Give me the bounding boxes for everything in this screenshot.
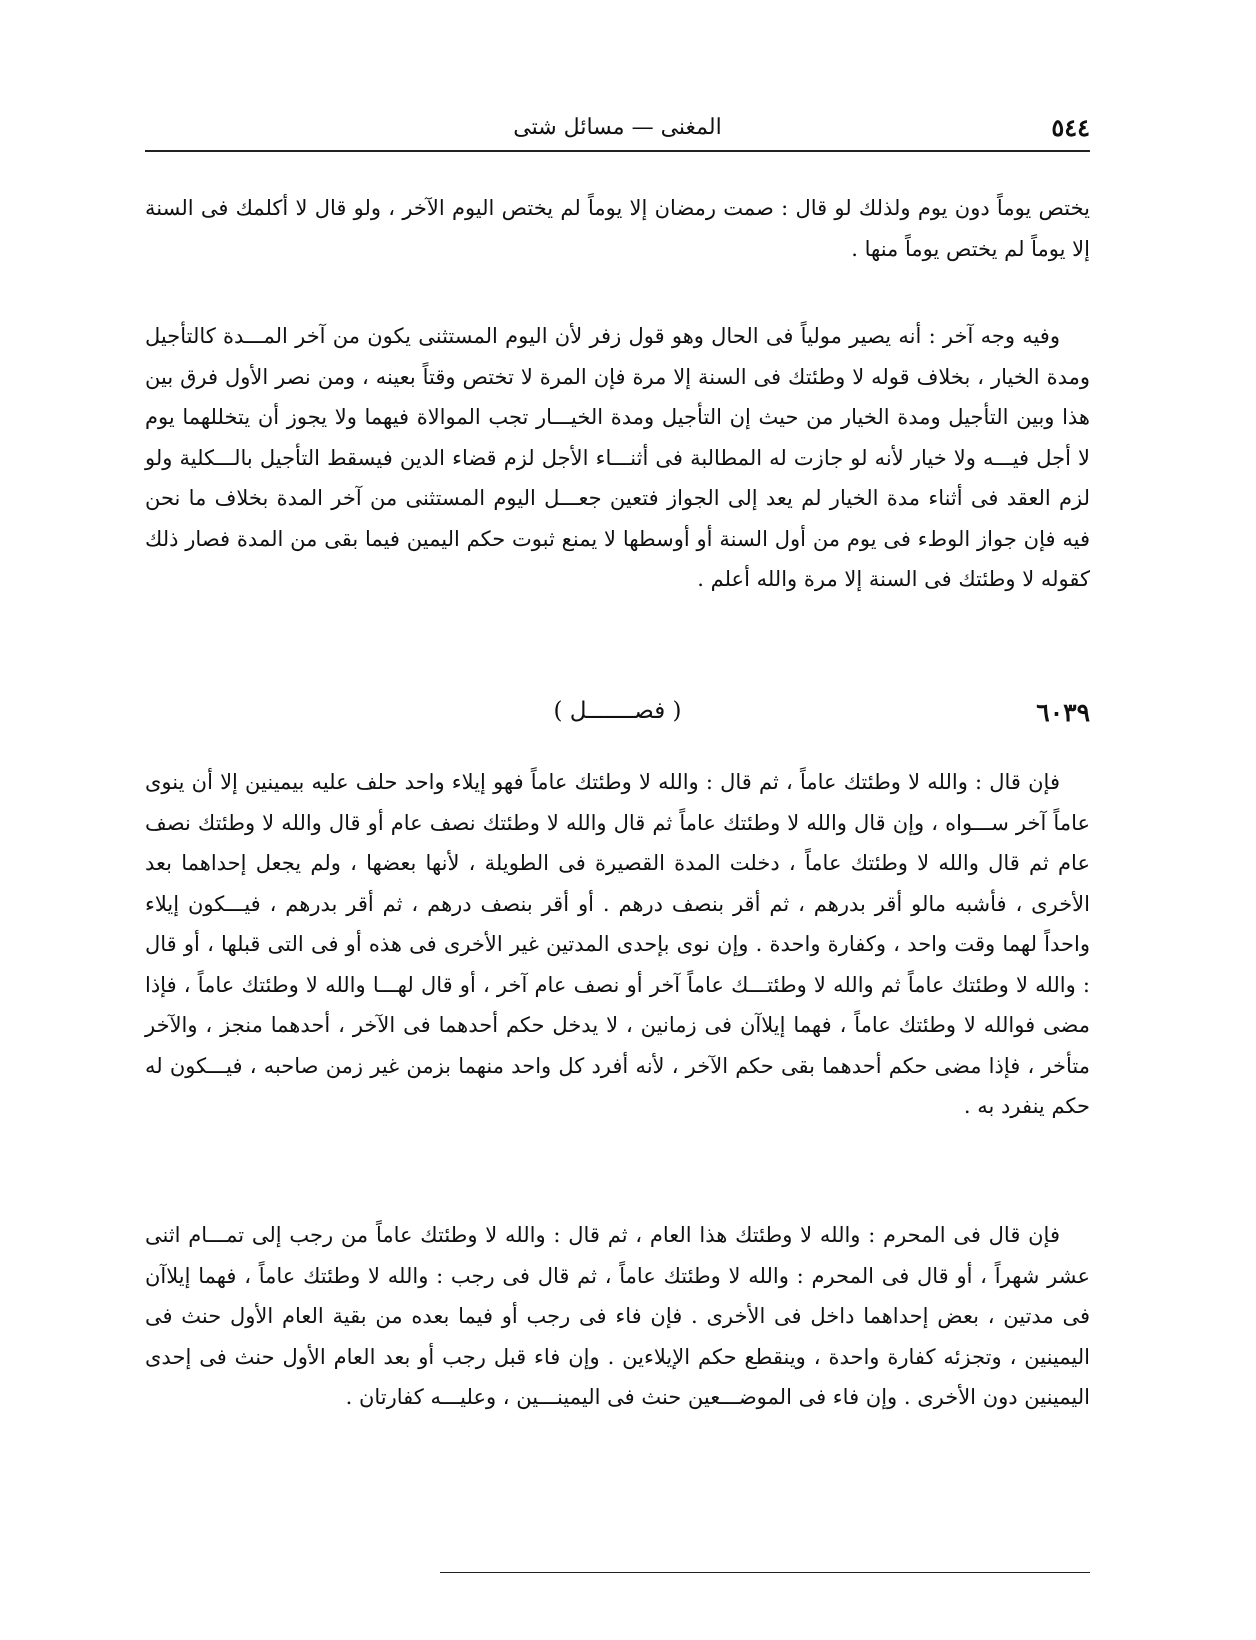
page-number: ٥٤٤: [1051, 113, 1090, 142]
paragraph-repeated-oath: [145, 762, 1090, 1127]
footer-rule: [440, 1572, 1090, 1573]
paragraph-continuation: [145, 188, 1090, 269]
paragraph-text: يختص يوماً دون يوم ولذلك لو قال : صمت رمضان إلا يوماً لم يختص اليوم الآخر ، ولو قال لا أكلمك فى السنة إلا يوماً لم يختص يوماً منها .: [145, 196, 1090, 261]
section-number: ٦٠٣٩: [1036, 698, 1090, 727]
section-title: ( فصـــــــل ): [553, 698, 682, 724]
section-heading: [145, 694, 1090, 734]
paragraph-text: وفيه وجه آخر : أنه يصير مولياً فى الحال وهو قول زفر لأن اليوم المستثنى يكون من آخر المـــدة كالتأجيل ومدة الخيار ، بخلاف قوله لا وطئتك فى السنة إلا مرة فإن المرة لا تختص وقتاً بعينه ، ومن نصر الأول فرق بين هذا وبين التأجيل ومدة الخيار من حيث إن التأجيل ومدة الخيـــار تجب الموالاة فيهما ولا يجوز أن يتخللهما يوم لا أجل فيـــه ولا خيار لأنه لو جازت له المطالبة فى أثنـــاء الأجل لزم قضاء الدين فيسقط التأجيل بالـــكلية ولو لزم العقد فى أثناء مدة الخيار لم يعد إلى الجواز فتعين جعـــل اليوم المستثنى من آخر المدة بخلاف ما نحن فيه فإن جواز الوطء فى يوم من أول السنة أو أوسطها لا يمنع ثبوت حكم اليمين فيما بقى من المدة فصار ذلك كقوله لا وطئتك فى السنة إلا مرة والله أعلم .: [145, 324, 1090, 591]
paragraph-muharram-oath: [145, 1215, 1090, 1418]
running-title: المغنى — مسائل شتى: [513, 115, 722, 140]
paragraph-text: فإن قال فى المحرم : والله لا وطئتك هذا العام ، ثم قال : والله لا وطئتك عاماً من رجب إلى تمـــام اثنى عشر شهراً ، أو قال فى المحرم : والله لا وطئتك عاماً ، ثم قال فى رجب : والله لا وطئتك عاماً ، فهما إيلاآن فى مدتين ، بعض إحداهما داخل فى الأخرى . فإن فاء فى رجب أو فيما بعده من بقية العام الأول حنث فى اليمينين ، وتجزئه كفارة واحدة ، وينقطع حكم الإيلاءين . وإن فاء قبل رجب أو بعد العام الأول حنث فى إحدى اليمينين دون الأخرى . وإن فاء فى الموضـــعين حنث فى اليمينـــين ، وعليـــه كفارتان .: [145, 1223, 1090, 1409]
header-rule: [145, 150, 1090, 152]
paragraph-text: فإن قال : والله لا وطئتك عاماً ، ثم قال : والله لا وطئتك عاماً فهو إيلاء واحد حلف عليه بيمينين إلا أن ينوى عاماً آخر ســـواه ، وإن قال والله لا وطئتك عاماً ثم قال والله لا وطئتك نصف عام أو قال والله لا وطئتك نصف عام ثم قال والله لا وطئتك عاماً ، دخلت المدة القصيرة فى الطويلة ، لأنها بعضها ، ولم يجعل إحداهما بعد الأخرى ، فأشبه مالو أقر بدرهم ، ثم أقر بنصف درهم . أو أقر بنصف درهم ، ثم أقر بدرهم ، فيـــكون إيلاء واحداً لهما وقت واحد ، وكفارة واحدة . وإن نوى بإحدى المدتين غير الأخرى فى هذه أو فى التى قبلها ، أو قال : والله لا وطئتك عاماً ثم والله لا وطئتـــك عاماً آخر أو نصف عام آخر ، أو قال لهـــا والله لا وطئتك عاماً ، فإذا مضى فوالله لا وطئتك عاماً ، فهما إيلاآن فى زمانين ، لا يدخل حكم أحدهما فى الآخر ، أحدهما منجز ، والآخر متأخر ، فإذا مضى حكم أحدهما بقى حكم الآخر ، لأنه أفرد كل واحد منهما بزمن غير زمن صاحبه ، فيـــكون له حكم ينفرد به .: [145, 770, 1090, 1118]
paragraph-second-view: [145, 316, 1090, 600]
page-header: [145, 105, 1090, 153]
